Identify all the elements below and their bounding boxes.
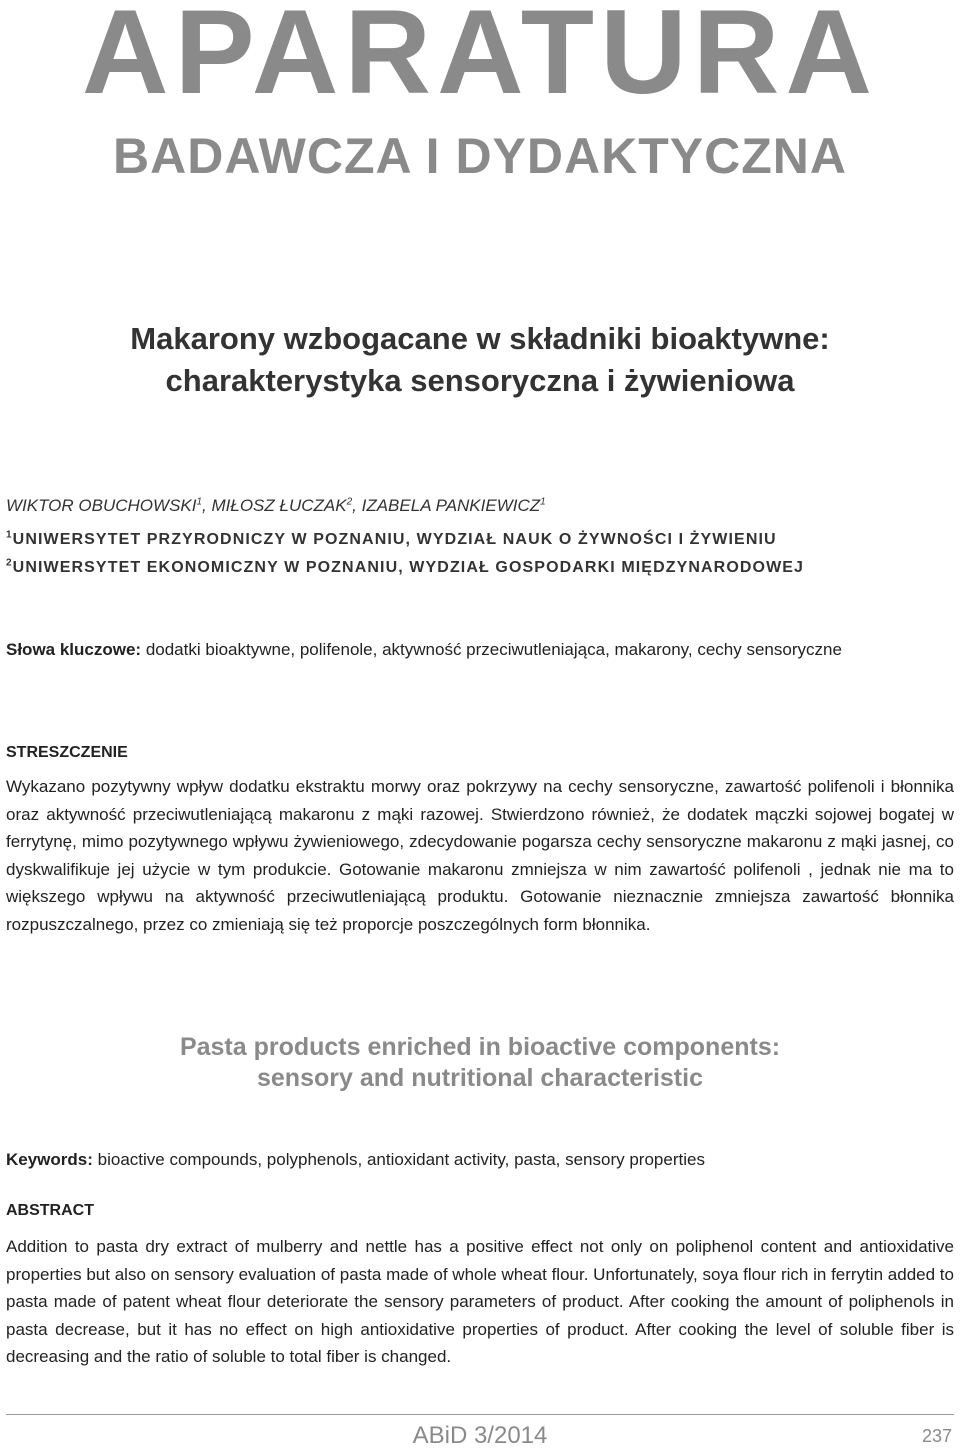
abstract-pl-text: Wykazano pozytywny wpływ dodatku ekstraktu morwy oraz pokrzywy na cechy sensoryczne, zawartość polifenoli i błonnika oraz aktywność przeciwutleniającą makaronu z mąki razowej. Stwierdzono również, że dodatek mączki sojowej bogatej w ferrytynę, mimo pozytywnego wpływu żywieniowego, zdecydowanie pogarsza cechy sensoryczne makaronu z mąki jasnej, co dyskwalifikuje jej użycie w tym produkcie. Gotowanie makaronu zmniejsza w nim zawartość polifenoli , jednak nie ma to większego wpływu na aktywność przeciwutleniającą produktu. Gotowanie nieznacznie zmniejsza zawartość błonnika rozpuszczalnego, przez co zmieniają się też proporcje poszczególnych form błonnika. <box>6 777 954 934</box>
author-separator: , <box>202 496 212 515</box>
affiliation-1 <box>6 528 777 552</box>
affiliation-number: 1 <box>6 529 13 541</box>
keywords-pl-text: dodatki bioaktywne, polifenole, aktywność przeciwutleniająca, makarony, cechy sensoryczne <box>141 640 842 659</box>
author-affiliation-mark: 1 <box>540 496 546 508</box>
keywords-en-label: Keywords: <box>6 1150 93 1169</box>
journal-title: APARATURA <box>81 0 879 119</box>
author-affiliation-mark: 2 <box>346 496 353 508</box>
author-name: WIKTOR OBUCHOWSKI <box>6 496 197 515</box>
abstract-en-heading: ABSTRACT <box>6 1202 94 1219</box>
abstract-pl-heading: STRESZCZENIE <box>6 744 128 761</box>
footer-journal-issue: ABiD 3/2014 <box>412 1422 548 1449</box>
author-name: IZABELA PANKIEWICZ <box>361 496 541 515</box>
author-separator: , <box>352 496 362 515</box>
english-title-line2: sensory and nutritional characteristic <box>257 1064 703 1092</box>
article-title-line1: Makarony wzbogacane w składniki bioaktywne: <box>130 321 830 356</box>
keywords-en <box>6 1146 954 1174</box>
author-list <box>6 494 546 518</box>
keywords-pl <box>6 636 954 664</box>
article-title <box>0 318 960 402</box>
affiliation-number: 2 <box>6 557 13 569</box>
english-title-line1: Pasta products enriched in bioactive components: <box>179 1033 781 1061</box>
journal-subtitle: BADAWCZA I DYDAKTYCZNA <box>113 128 847 184</box>
footer-divider <box>6 1414 954 1415</box>
abstract-en-text: Addition to pasta dry extract of mulberry and nettle has a positive effect not only on poliphenol content and antioxidative properties but also on sensory evaluation of pasta made of whole wheat flour. Unfortunately, soya flour rich in ferrytin added to pasta made of patent wheat flour deteriorate the sensory parameters of product. After cooking the amount of poliphenols in pasta decrease, but it has no effect on high antioxidative properties of product. After cooking the level of soluble fiber is decreasing and the ratio of soluble to total fiber is changed. <box>6 1237 954 1366</box>
affiliation-text: UNIWERSYTET PRZYRODNICZY W POZNANIU, WYDZIAŁ NAUK O ŻYWNOŚCI I ŻYWIENIU <box>12 531 777 548</box>
keywords-en-text: bioactive compounds, polyphenols, antioxidant activity, pasta, sensory properties <box>92 1150 705 1169</box>
affiliation-2 <box>6 556 804 580</box>
article-title-line2: charakterystyka sensoryczna i żywieniowa <box>165 363 795 398</box>
english-title <box>0 1032 960 1094</box>
author-affiliation-mark: 1 <box>196 496 203 508</box>
author-name: MIŁOSZ ŁUCZAK <box>211 496 347 515</box>
keywords-pl-label: Słowa kluczowe: <box>6 640 142 659</box>
affiliation-text: UNIWERSYTET EKONOMICZNY W POZNANIU, WYDZIAŁ GOSPODARKI MIĘDZYNARODOWEJ <box>12 559 805 576</box>
page-number: 237 <box>921 1426 952 1446</box>
